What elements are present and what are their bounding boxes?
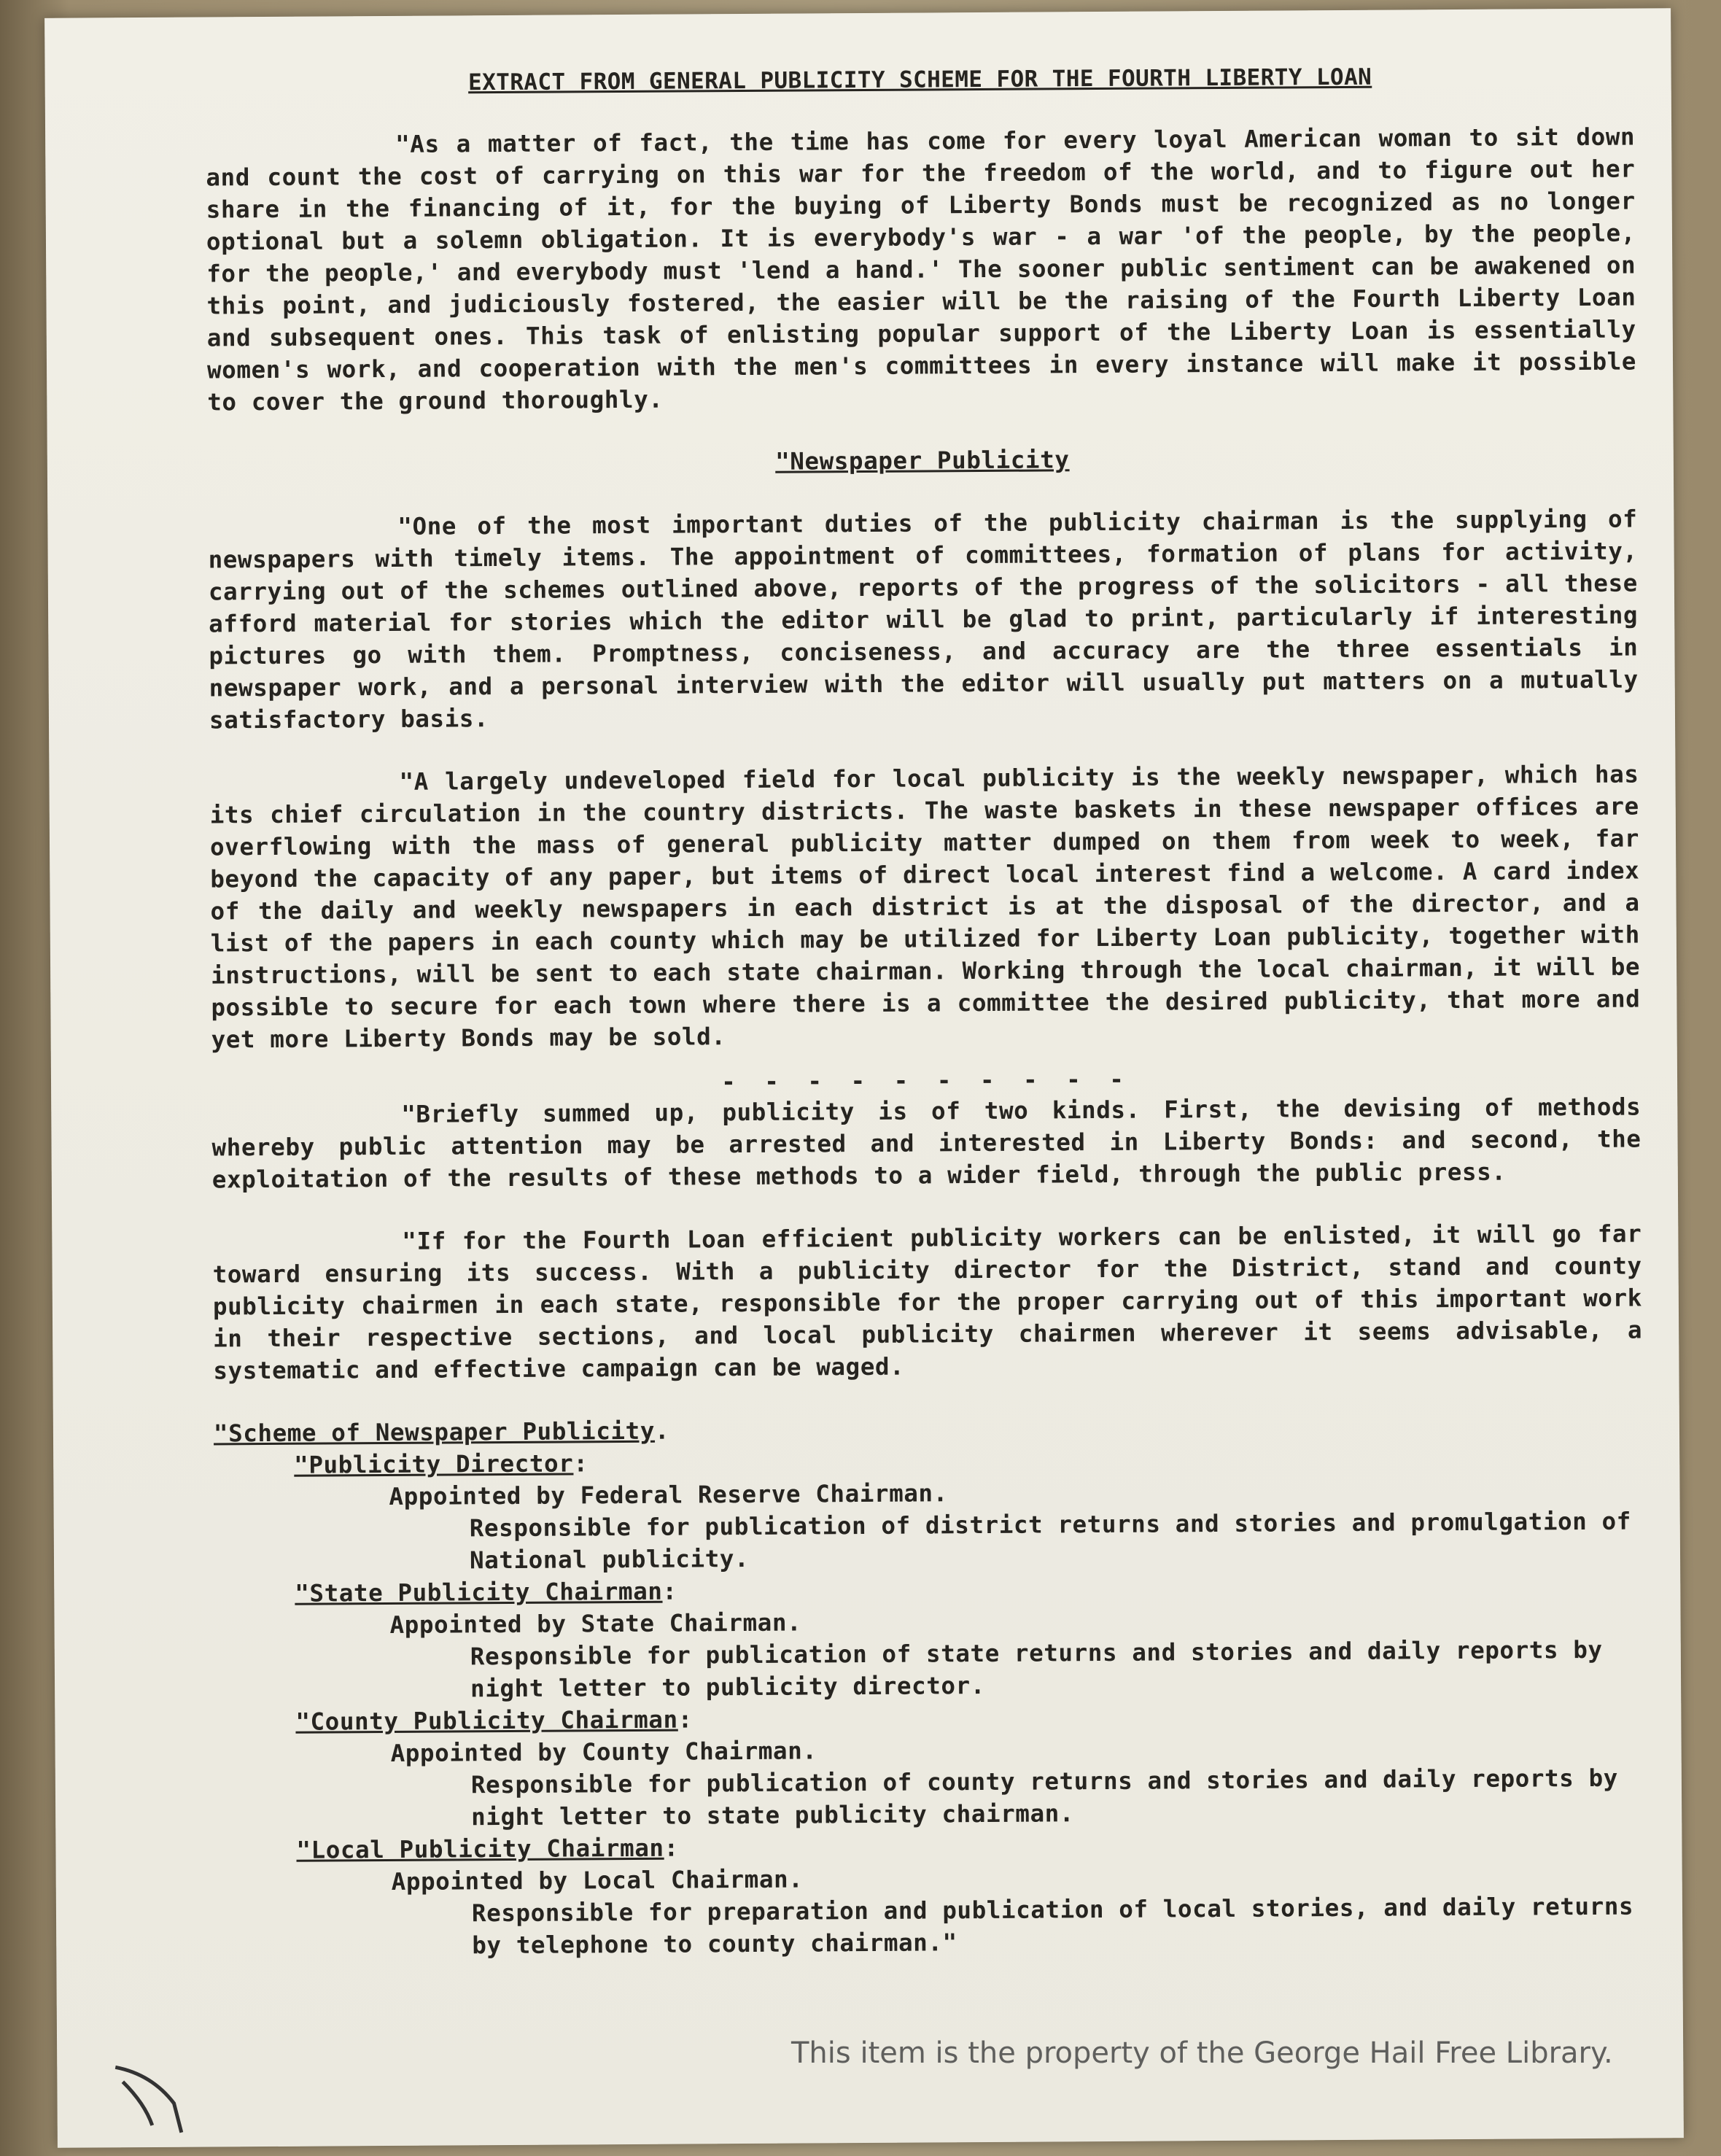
role-title: "Local Publicity Chairman <box>296 1834 664 1864</box>
scheme-heading-suffix: . <box>654 1416 670 1445</box>
paragraph-3: "A largely undeveloped field for local publicity is the weekly newspaper, which has its chief circulation in the country districts. The waste baskets in these newspaper offices are overflowing with the mass of general publicity matter dumped on them from week to week, far beyond the capacity of any paper, but items of direct local interest find a welcome. A card index of the daily and weekly newspapers in each district is at the disposal of the director, and a list of the papers in each county which may be utilized for Liberty Loan publicity, together with instructions, will be sent to each state chairman. Working through the local chairman, it will be possible to secure for each town where there is a committee the desired publicity, that more and yet more Liberty Bonds may be sold. <box>209 760 1655 1054</box>
role-responsibility: Responsible for preparation and publication of local stories, and daily returns by telephone to county chairman." <box>471 1892 1634 1960</box>
role-county-publicity-chairman: "County Publicity Chairman: <box>295 1705 693 1736</box>
paragraph-2: "One of the most important duties of the publicity chairman is the supplying of newspapers with timely items. The appointment of committees, formation of plans for activity, carrying out of the schemes outlined above, reports of the progress of the solicitors - all these afford material for stories which the editor will be glad to print, particularly if interesting pictures go with them. Promptness, conciseness, and accuracy are the three essentials in newspaper work, and a personal interview with the editor will usually put matters on a mutually satisfactory basis. <box>208 505 1653 734</box>
role-title: "County Publicity Chairman <box>295 1705 678 1736</box>
paper-sheet <box>44 8 1684 2148</box>
separator-dashes: - - - - - - - - - - <box>721 1065 1132 1096</box>
document-body <box>206 60 1658 1963</box>
pencil-mark-icon <box>108 2052 196 2141</box>
role-responsibility: Responsible for publication of county returns and stories and daily reports by night letter to state publicity chairman. <box>470 1764 1618 1831</box>
role-appointed: Appointed by Local Chairman. <box>391 1865 804 1896</box>
section-heading <box>208 441 1637 481</box>
paragraph-5: "If for the Fourth Loan efficient publicity workers can be enlisted, it will go far toward ensuring its success. With a publicity director for the District, stand and county publicity chairmen in each state, responsible for the proper carrying out of this important work in their respective sections, and local publicity chairmen wherever it seems advisable, a systematic and effective campaign can be waged. <box>212 1219 1658 1385</box>
paragraph-4: "Briefly summed up, publicity is of two kinds. First, the devising of methods whereby public attention may be arrested and interested in Liberty Bonds: and second, the exploitation of the results of these methods to a wider field, through the public press. <box>211 1093 1656 1194</box>
paragraph-1: "As a matter of fact, the time has come for every loyal American woman to sit down and count the cost of carrying on this war for the freedom of the world, and to figure out her share in the financing of it, for the buying of Liberty Bonds must be recognized as no longer optional but a solemn obligation. It is everybody's war - a war 'of the people, by the people, for the people,' and everybody must 'lend a hand.' The sooner public sentiment can be awakened on this point, and judiciously fostered, the easier will be the raising of the Fourth Liberty Loan and subsequent ones. This task of enlisting popular support of the Liberty Loan is essentially women's work, and cooperation with the men's committees in every instance will make it possible to cover the ground thoroughly. <box>206 123 1652 416</box>
role-local-publicity-chairman: "Local Publicity Chairman: <box>296 1834 679 1864</box>
role-title: "State Publicity Chairman <box>295 1577 663 1608</box>
library-watermark: This item is the property of the George Hail Free Library. <box>791 2036 1613 2070</box>
scheme-heading-text: "Scheme of Newspaper Publicity <box>213 1416 656 1448</box>
role-appointed: Appointed by State Chairman. <box>389 1608 802 1639</box>
role-appointed: Appointed by Federal Reserve Chairman. <box>389 1479 948 1511</box>
document-title: EXTRACT FROM GENERAL PUBLICITY SCHEME FOR THE FOURTH LIBERTY LOAN <box>467 63 1372 96</box>
role-state-publicity-chairman: "State Publicity Chairman: <box>295 1577 677 1608</box>
section-heading-text: "Newspaper Publicity <box>775 446 1070 476</box>
role-title: "Publicity Director <box>294 1449 574 1479</box>
role-appointed: Appointed by County Chairman. <box>390 1737 817 1767</box>
role-publicity-director: "Publicity Director: <box>294 1449 588 1479</box>
role-responsibility: Responsible for publication of district returns and stories and promulgation of National publicity. <box>469 1507 1632 1575</box>
role-responsibility: Responsible for publication of state returns and stories and daily reports by night letter to publicity director. <box>470 1635 1603 1703</box>
